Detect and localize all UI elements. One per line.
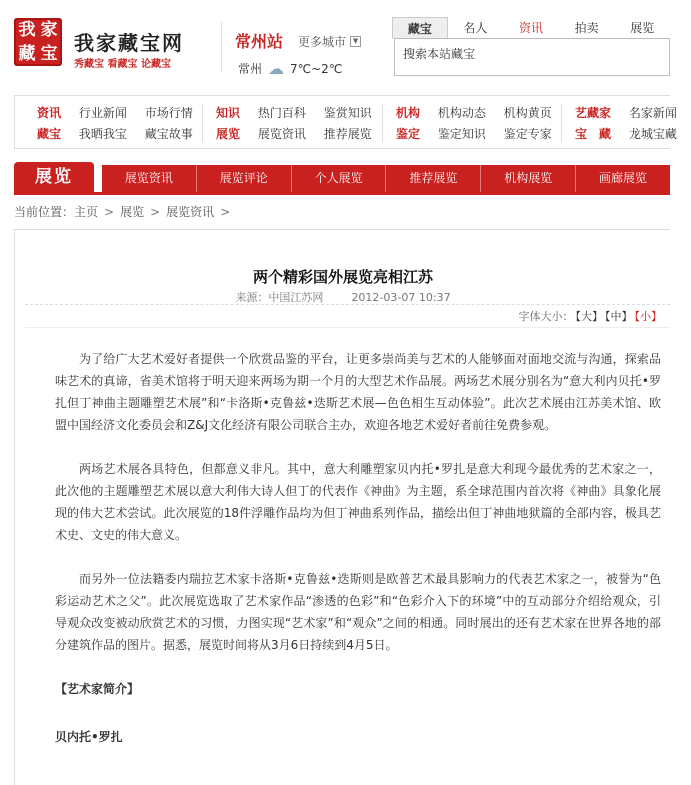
breadcrumb-home[interactable]: 主页 <box>74 205 99 219</box>
channel-divider <box>202 104 203 142</box>
channel-link[interactable]: 机构黄页 <box>503 106 552 120</box>
channel-link[interactable]: 名家新闻 <box>628 106 677 120</box>
site-logo[interactable] <box>14 18 62 66</box>
site-slogan: 秀藏宝 看藏宝 论藏宝 <box>74 59 171 70</box>
meta-divider <box>25 327 670 328</box>
search-tab-celebrity[interactable]: 名人 <box>463 21 488 35</box>
breadcrumb-prefix: 当前位置： <box>14 205 75 219</box>
font-size-large-button[interactable]: 【大】 <box>575 310 603 323</box>
channel-divider <box>561 104 562 142</box>
channel-link[interactable]: 鉴赏知识 <box>323 106 372 120</box>
channel-link[interactable]: 鉴定知识 <box>437 127 486 141</box>
channel-head[interactable]: 鉴定 <box>396 127 421 141</box>
chevron-down-icon: ▼ <box>350 36 361 47</box>
meta-divider <box>25 304 670 305</box>
weather-city: 常州 <box>238 62 263 76</box>
channel-link[interactable]: 鉴定专家 <box>503 127 552 141</box>
breadcrumb <box>14 203 236 220</box>
site-name[interactable]: 我家藏宝网 <box>74 31 184 55</box>
breadcrumb-separator: > <box>220 205 231 219</box>
article <box>14 229 670 785</box>
article-date: 2012-03-07 10:37 <box>351 291 451 304</box>
logo-char: 藏 <box>18 44 36 64</box>
channel-group-knowledge <box>216 102 386 124</box>
breadcrumb-separator: > <box>104 205 115 219</box>
channel-link[interactable]: 我晒我宝 <box>78 127 127 141</box>
article-meta <box>15 289 671 305</box>
font-size-medium-button[interactable]: 【中】 <box>605 310 633 323</box>
breadcrumb-exhibition-news[interactable]: 展览资讯 <box>166 205 215 219</box>
channel-link[interactable]: 行业新闻 <box>78 106 127 120</box>
search-input[interactable]: 搜索本站藏宝 <box>394 38 670 76</box>
channel-nav <box>14 95 677 149</box>
channel-head[interactable]: 机构 <box>396 106 421 120</box>
search-tab-news[interactable]: 资讯 <box>519 21 544 35</box>
channel-link[interactable]: 藏宝故事 <box>144 127 193 141</box>
channel-head[interactable]: 资讯 <box>37 106 62 120</box>
nav-item-personal-exhibition[interactable]: 个人展览 <box>292 165 387 192</box>
section-brand-tab[interactable]: 展览 <box>14 162 94 192</box>
logo-char: 我 <box>18 20 36 40</box>
search-tab-auction[interactable]: 拍卖 <box>574 21 599 35</box>
header-divider <box>221 22 222 72</box>
main-nav <box>14 162 670 195</box>
logo-char: 家 <box>40 20 58 40</box>
font-size-control <box>519 308 663 324</box>
channel-group-treasure <box>37 123 207 145</box>
font-size-label: 字体大小： <box>518 310 574 323</box>
channel-head[interactable]: 宝 藏 <box>575 127 612 141</box>
channel-link[interactable]: 机构动态 <box>437 106 486 120</box>
channel-head[interactable]: 知识 <box>216 106 241 120</box>
article-title: 两个精彩国外展览亮相江苏 <box>252 268 433 286</box>
more-cities-dropdown[interactable] <box>298 33 361 50</box>
article-subheading: 贝内托•罗扎 <box>55 730 123 744</box>
nav-item-recommended-exhibition[interactable]: 推荐展览 <box>386 165 481 192</box>
article-body <box>55 348 661 774</box>
more-cities-label: 更多城市 <box>298 35 347 49</box>
station-name: 常州站 <box>235 32 284 51</box>
article-paragraph: 为了给广大艺术爱好者提供一个欣赏品鉴的平台，让更多崇尚美与艺术的人能够面对面地交流与沟通，探索品味艺术的真谛，省美术馆将于明天迎来两场为期一个月的大型艺术作品展。两场艺术展分别名为“意大利内贝托•罗扎但丁神曲主题雕塑艺术展”和“卡洛斯•克鲁兹•迭斯艺术展—色色相生互动体验”。此次艺术展由江苏美术馆、欧盟中国经济文化委员会和Z&J文化经济有限公司联合主办，欢迎各地艺术爱好者前往免费参观。 <box>55 352 661 432</box>
channel-link[interactable]: 龙城宝藏 <box>628 127 677 141</box>
channel-group-appraisal <box>396 123 566 145</box>
channel-group-collection <box>575 123 691 145</box>
channel-group-institution <box>396 102 566 124</box>
nav-item-institution-exhibition[interactable]: 机构展览 <box>481 165 576 192</box>
site-header <box>0 0 670 88</box>
channel-group-exhibition <box>216 123 386 145</box>
nav-item-exhibition-review[interactable]: 展览评论 <box>197 165 292 192</box>
search-tab-exhibition[interactable]: 展览 <box>630 21 655 35</box>
channel-group-news <box>37 102 207 124</box>
channel-link[interactable]: 市场行情 <box>144 106 193 120</box>
channel-link[interactable]: 热门百科 <box>257 106 306 120</box>
main-nav-bar <box>102 165 670 192</box>
search-tab-treasure[interactable]: 藏宝 <box>392 17 448 39</box>
channel-head[interactable]: 藏宝 <box>37 127 62 141</box>
article-source: 来源：中国江苏网 <box>235 291 324 304</box>
search-tabs <box>392 17 670 39</box>
article-paragraph: 而另外一位法籍委内瑞拉艺术家卡洛斯•克鲁兹•迭斯则是欧普艺术最具影响力的代表艺术家之一，被誉为“色彩运动艺术之父”。此次展览选取了艺术家作品“渗透的色彩”和“色彩介入下的环境”中的互动部分介绍给观众，引导观众改变被动欣赏艺术的习惯，力图实现“艺术家”和“观众”之间的相通。同时展出的还有艺术家在世界各地的部分建筑作品的图片。据悉，展览时间将从3月6日持续到4月5日。 <box>55 572 661 652</box>
logo-char: 宝 <box>40 44 58 64</box>
channel-link[interactable]: 展览资讯 <box>257 127 306 141</box>
breadcrumb-exhibition[interactable]: 展览 <box>120 205 145 219</box>
channel-head[interactable]: 展览 <box>216 127 241 141</box>
nav-item-gallery-exhibition[interactable]: 画廊展览 <box>599 171 648 185</box>
weather <box>238 59 342 78</box>
channel-head[interactable]: 艺藏家 <box>575 106 612 120</box>
channel-divider <box>382 104 383 142</box>
cloud-icon: ☁ <box>268 59 285 78</box>
article-subheading: 【艺术家简介】 <box>55 682 140 696</box>
nav-item-exhibition-news[interactable]: 展览资讯 <box>102 165 197 192</box>
font-size-small-button[interactable]: 【小】 <box>634 310 662 323</box>
weather-temperature: 7℃~2℃ <box>290 61 343 76</box>
breadcrumb-separator: > <box>150 205 161 219</box>
channel-link[interactable]: 推荐展览 <box>323 127 372 141</box>
article-paragraph: 两场艺术展各具特色，但都意义非凡。其中，意大利雕塑家贝内托•罗扎是意大利现今最优秀的艺术家之一，此次他的主题雕塑艺术展以意大利伟大诗人但丁的代表作《神曲》为主题，系全球范围内首次将《神曲》具象化展现的伟大艺术尝试。此次展览的18件浮雕作品均为但丁神曲系列作品，描绘出但丁神曲地狱篇的全部内容，极具艺术史、文史的伟大意义。 <box>55 462 661 542</box>
channel-group-artist <box>575 102 691 124</box>
